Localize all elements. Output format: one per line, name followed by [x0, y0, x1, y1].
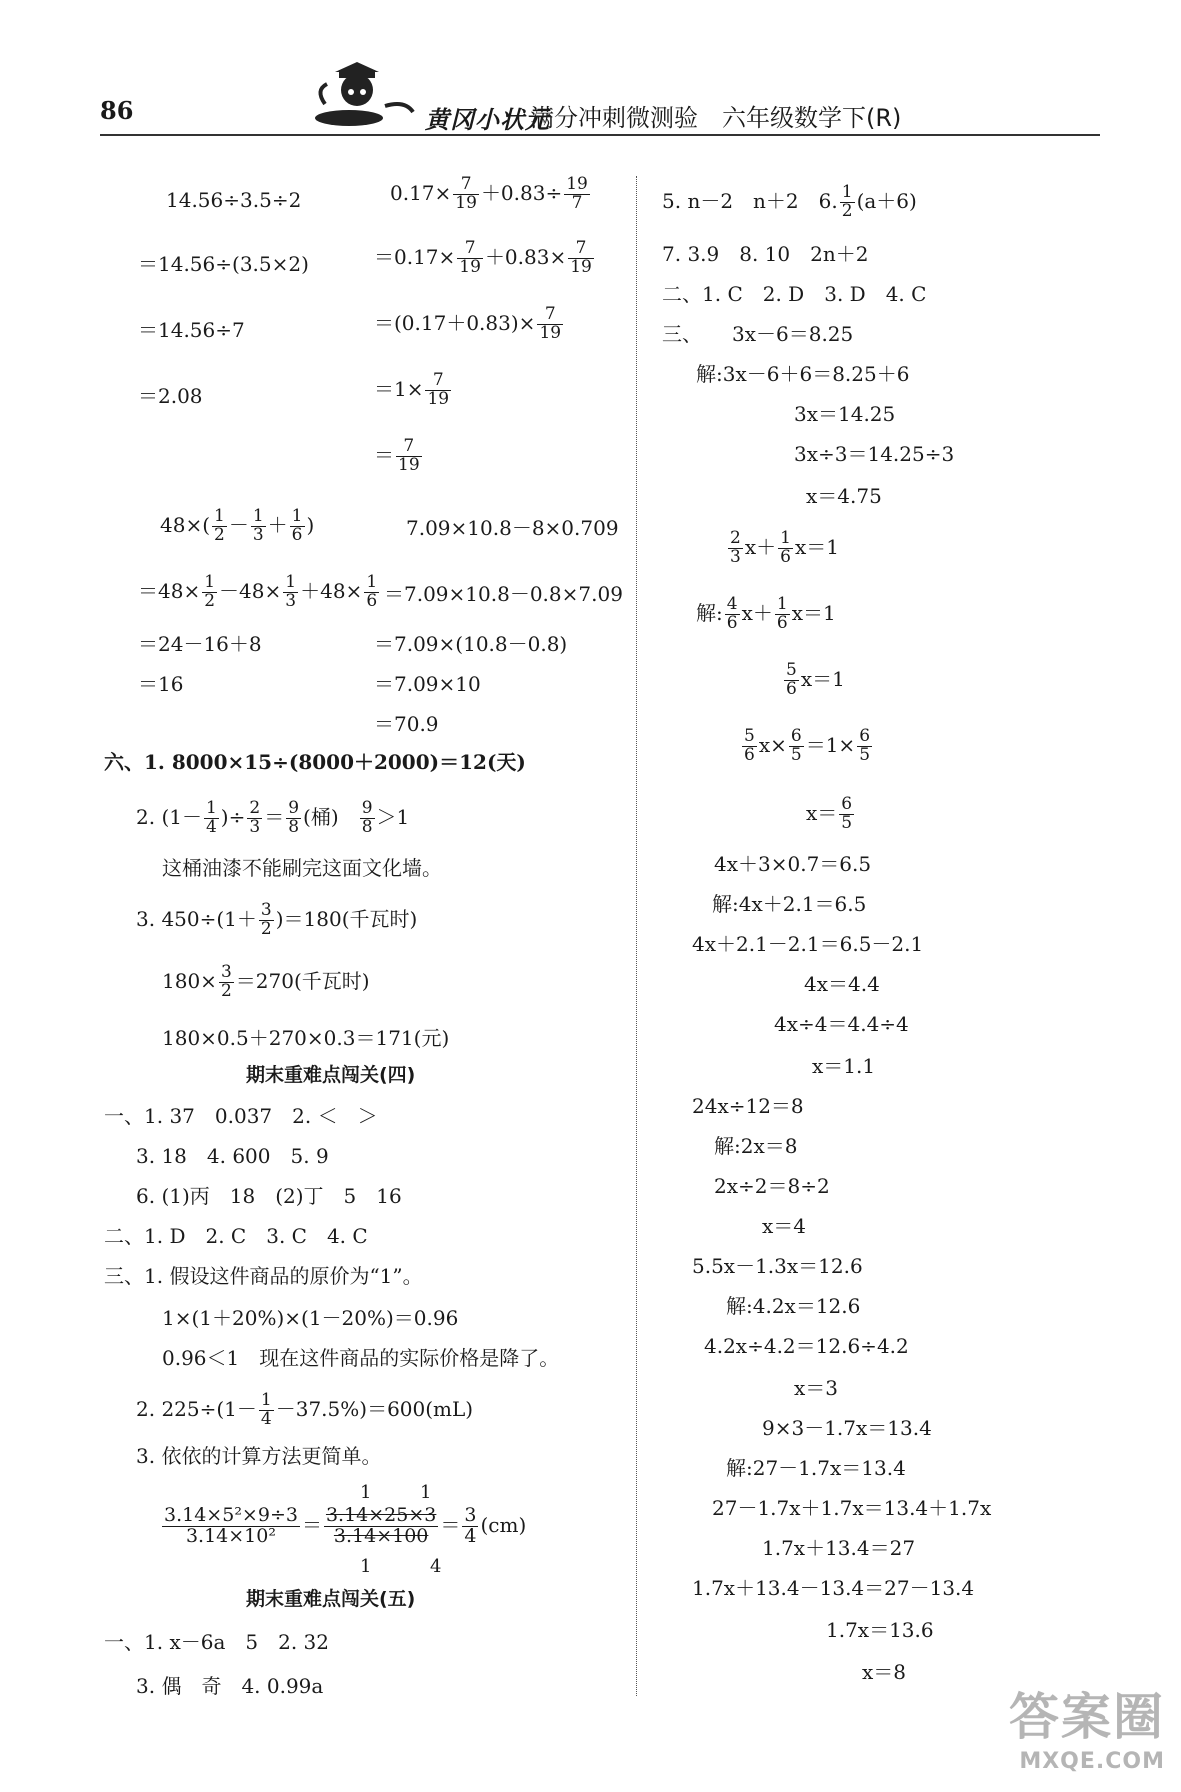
- right-line-16: 4x＋2.1－2.1＝6.5－2.1: [692, 932, 924, 956]
- cancel-mark-2: 1: [420, 1482, 432, 1503]
- right-line-10: 解: $\frac{4}{6}$ x＋ $\frac{1}{6}$ x＝1: [696, 594, 836, 633]
- right-line-6: 3x＝14.25: [794, 402, 896, 426]
- six-q3-line-2: 180× $\frac{3}{2}$ ＝270(千瓦时): [162, 962, 370, 1001]
- calc-c-line-1: 48×( $\frac{1}{2}$ － $\frac{1}{3}$ ＋ $\frac{1}{6}$ ): [160, 506, 315, 545]
- sec4-fraction-calc: $\frac{\text{3.14×5²×9÷3}}{\text{3.14×10²}}$ ＝ $\frac{3.14\times 25\times 3}{3.14\times 100}$ ＝ $\frac{3}{4}$ (cm): [164, 1504, 527, 1547]
- calc-b-line-2: ＝0.17× $\frac{7}{19}$ ＋0.83× $\frac{7}{19}$: [374, 238, 592, 277]
- right-line-29: 解:27－1.7x＝13.4: [726, 1456, 906, 1480]
- sec4-line-6: 1×(1＋20%)×(1－20%)＝0.96: [162, 1306, 459, 1330]
- right-line-22: 2x÷2＝8÷2: [714, 1174, 830, 1198]
- right-line-14: 4x＋3×0.7＝6.5: [714, 852, 872, 876]
- book-title: 满分冲刺微测验 六年级数学下(R): [530, 104, 902, 132]
- right-line-32: 1.7x＋13.4－13.4＝27－13.4: [692, 1576, 975, 1600]
- calc-a-line-4: ＝2.08: [138, 384, 203, 408]
- right-line-15: 解:4x＋2.1＝6.5: [712, 892, 867, 916]
- right-line-31: 1.7x＋13.4＝27: [762, 1536, 916, 1560]
- calc-d-line-3: ＝7.09×(10.8－0.8): [374, 632, 568, 656]
- sec4-line-2: 3. 18 4. 600 5. 9: [136, 1144, 329, 1168]
- right-line-34: x＝8: [862, 1660, 907, 1684]
- right-line-21: 解:2x＝8: [714, 1134, 798, 1158]
- calc-c-line-4: ＝16: [138, 672, 184, 696]
- watermark-text: 答案圈: [1009, 1688, 1165, 1746]
- right-line-8: x＝4.75: [806, 484, 882, 508]
- cancel-mark-1: 1: [360, 1482, 372, 1503]
- sec4-line-9: 3. 依依的计算方法更简单。: [136, 1444, 382, 1468]
- cancel-mark-4: 4: [430, 1556, 442, 1577]
- section-4-title: 期末重难点闯关(四): [246, 1064, 416, 1086]
- right-line-23: x＝4: [762, 1214, 807, 1238]
- calc-c-line-2: ＝48× $\frac{1}{2}$ －48× $\frac{1}{3}$ ＋48× $\frac{1}{6}$: [138, 572, 378, 611]
- calc-b-line-3: ＝(0.17＋0.83)× $\frac{7}{19}$: [374, 304, 562, 343]
- calc-b-line-4: ＝1× $\frac{7}{19}$: [374, 370, 450, 409]
- sec4-line-1: 一、1. 37 0.037 2. ＜ ＞: [104, 1104, 378, 1128]
- right-line-11: $\frac{5}{6}$ x＝1: [786, 660, 845, 699]
- right-line-5: 解:3x－6＋6＝8.25＋6: [696, 362, 910, 386]
- calc-a-line-2: ＝14.56÷(3.5×2): [138, 252, 309, 276]
- calc-d-line-4: ＝7.09×10: [374, 672, 481, 696]
- right-line-13: x＝ $\frac{6}{5}$: [806, 794, 853, 833]
- six-q3-line-1: 3. 450÷(1＋ $\frac{3}{2}$ )＝180(千瓦时): [136, 900, 418, 939]
- calc-b-line-1: 0.17× $\frac{7}{19}$ ＋0.83÷ $\frac{19}{7}$: [390, 174, 588, 213]
- right-line-27: x＝3: [794, 1376, 839, 1400]
- calc-b-line-5: ＝ $\frac{7}{19}$: [374, 436, 420, 475]
- right-line-17: 4x＝4.4: [804, 972, 880, 996]
- right-line-24: 5.5x－1.3x＝12.6: [692, 1254, 863, 1278]
- right-line-18: 4x÷4＝4.4÷4: [774, 1012, 909, 1036]
- sec5-line-2: 3. 偶 奇 4. 0.99a: [136, 1674, 324, 1698]
- right-line-25: 解:4.2x＝12.6: [726, 1294, 861, 1318]
- watermark: [1009, 1677, 1165, 1774]
- right-line-2: 7. 3.9 8. 10 2n＋2: [662, 242, 869, 266]
- sec4-line-4: 二、1. D 2. C 3. C 4. C: [104, 1224, 368, 1248]
- header-rule: [100, 134, 1100, 136]
- sec4-line-8: 2. 225÷(1－ $\frac{1}{4}$ －37.5%)＝600(mL): [136, 1390, 474, 1429]
- sec4-line-7: 0.96＜1 现在这件商品的实际价格是降了。: [162, 1346, 560, 1370]
- section-5-title: 期末重难点闯关(五): [246, 1588, 416, 1610]
- sec5-line-1: 一、1. x－6a 5 2. 32: [104, 1630, 329, 1654]
- calc-a-line-1: 14.56÷3.5÷2: [166, 188, 302, 212]
- mascot-logo-icon: [305, 60, 425, 132]
- right-line-9: $\frac{2}{3}$ x＋ $\frac{1}{6}$ x＝1: [730, 528, 839, 567]
- calc-d-line-2: ＝7.09×10.8－0.8×7.09: [384, 582, 623, 606]
- page-number: 86: [100, 96, 134, 125]
- six-q2-note: 这桶油漆不能刷完这面文化墙。: [162, 856, 442, 880]
- calc-d-line-5: ＝70.9: [374, 712, 439, 736]
- right-line-1: 5. n－2 n＋2 6. $\frac{1}{2}$ (a＋6): [662, 182, 917, 221]
- sec4-line-5: 三、1. 假设这件商品的原价为“1”。: [104, 1264, 423, 1288]
- right-line-7: 3x÷3＝14.25÷3: [794, 442, 955, 466]
- right-line-33: 1.7x＝13.6: [826, 1618, 934, 1642]
- calc-d-line-1: 7.09×10.8－8×0.709: [406, 516, 619, 540]
- watermark-url: MXQE.COM: [1019, 1749, 1165, 1774]
- right-line-19: x＝1.1: [812, 1054, 876, 1078]
- right-line-26: 4.2x÷4.2＝12.6÷4.2: [704, 1334, 909, 1358]
- right-line-3: 二、1. C 2. D 3. D 4. C: [662, 282, 927, 306]
- right-line-4: 三、 3x－6＝8.25: [662, 322, 854, 346]
- calc-a-line-3: ＝14.56÷7: [138, 318, 245, 342]
- cancel-mark-3: 1: [360, 1556, 372, 1577]
- brand-logo-text: 黄冈小状元: [425, 105, 550, 134]
- six-q3-line-3: 180×0.5＋270×0.3＝171(元): [162, 1026, 450, 1050]
- right-line-30: 27－1.7x＋1.7x＝13.4＋1.7x: [712, 1496, 992, 1520]
- sec4-line-3: 6. (1)丙 18 (2)丁 5 16: [136, 1184, 402, 1208]
- calc-c-line-3: ＝24－16＋8: [138, 632, 262, 656]
- six-q1: 六、1. 8000×15÷(8000＋2000)＝12(天): [104, 750, 526, 774]
- column-divider: [636, 176, 637, 1696]
- six-q2: 2. (1－ $\frac{1}{4}$ )÷ $\frac{2}{3}$ ＝ $\frac{9}{8}$ (桶) $\frac{9}{8}$ ＞1: [136, 798, 410, 837]
- right-line-28: 9×3－1.7x＝13.4: [762, 1416, 932, 1440]
- right-line-20: 24x÷12＝8: [692, 1094, 804, 1118]
- right-line-12: $\frac{5}{6}$ x× $\frac{6}{5}$ ＝1× $\frac{6}{5}$: [744, 726, 871, 765]
